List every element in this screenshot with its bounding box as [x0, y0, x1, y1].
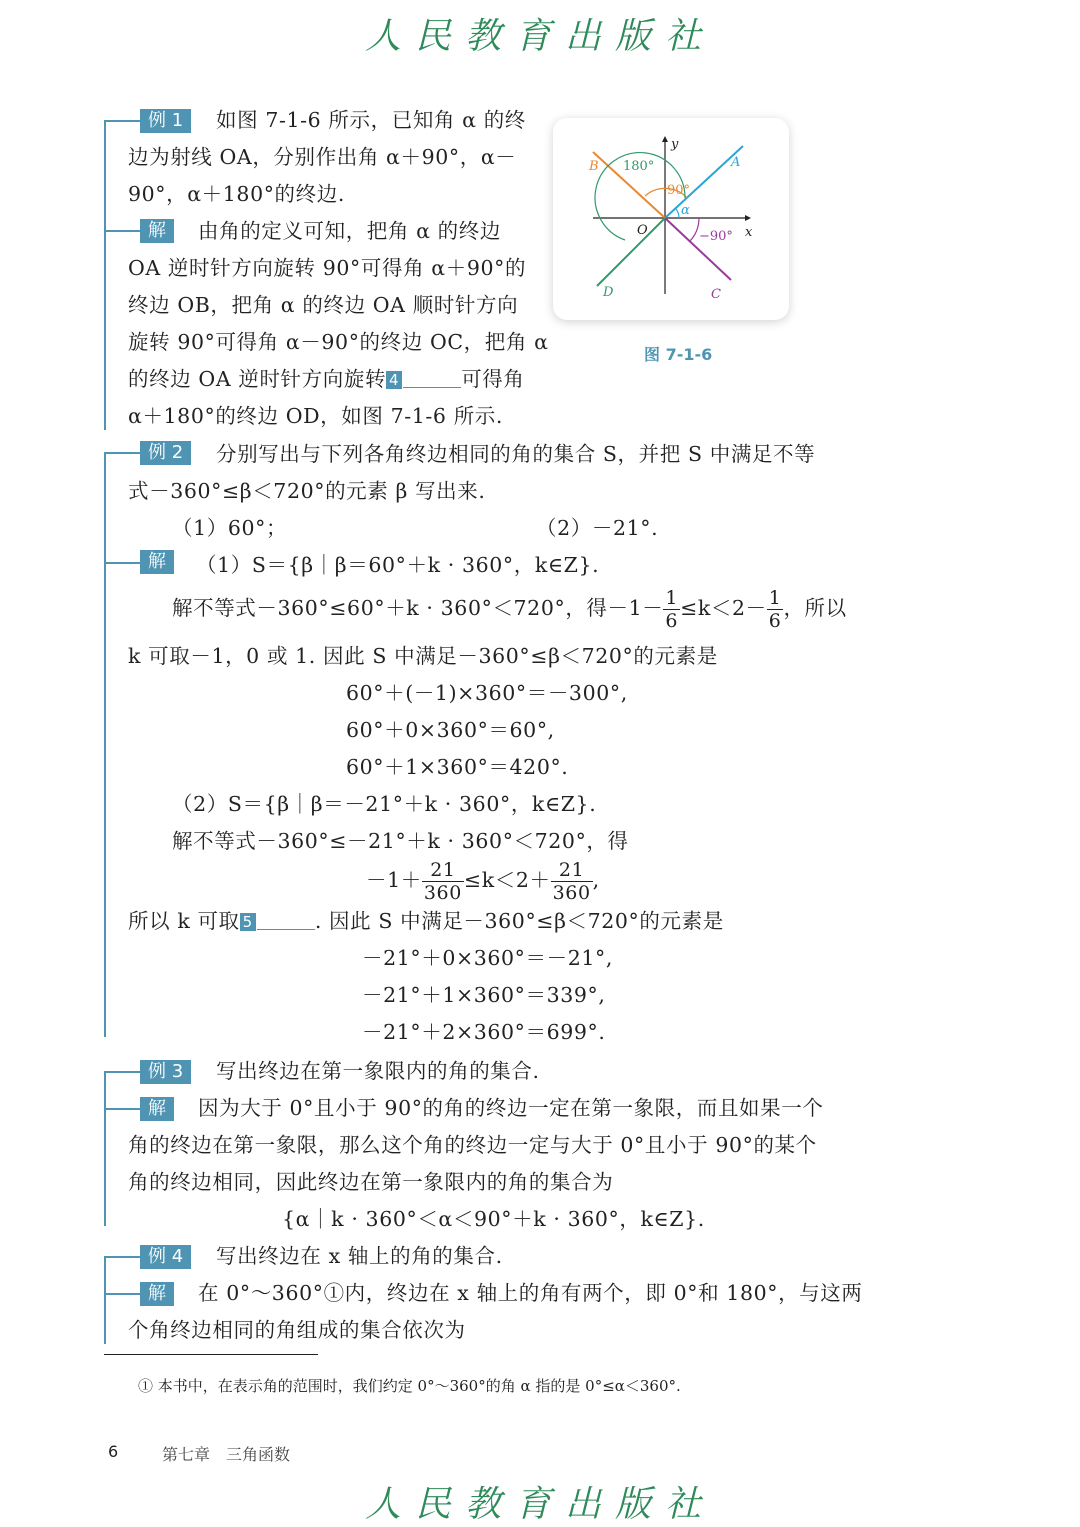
fraction-numerator: 21	[551, 859, 593, 882]
example2-s1: （1）S＝{β｜β＝60°＋k · 360°，k∈Z}.	[196, 553, 600, 577]
example1-solution-line-2: OA 逆时针方向旋转 90°可得角 α＋90°的	[128, 256, 527, 280]
chapter-title: 第七章 三角函数	[162, 1445, 291, 1464]
example3-solution-line-3: 角的终边相同，因此终边在第一象限内的角的集合为	[128, 1170, 614, 1194]
example4-solution-line-1: 在 0°～360°①内，终边在 x 轴上的角有两个，即 0°和 180°，与这两	[198, 1281, 863, 1305]
example2-item-1: （1）60°；	[172, 516, 288, 540]
example2-tag: 例 2	[140, 441, 191, 465]
example4-solution-tick	[104, 1293, 140, 1295]
example2-tick	[104, 452, 140, 454]
example2-solution-tag: 解	[140, 550, 174, 574]
example2-s2: （2）S＝{β｜β＝－21°＋k · 360°，k∈Z}.	[172, 792, 597, 816]
example3-tick	[104, 1071, 140, 1073]
example2-result-2-3: －21°＋2×360°＝699°.	[362, 1020, 606, 1044]
arc-minus90	[689, 218, 699, 242]
example3-set: {α｜k · 360°＜α＜90°＋k · 360°，k∈Z}.	[282, 1207, 705, 1231]
example1-solution-line-5-text: 的终边 OA 逆时针方向旋转	[128, 367, 387, 391]
example1-solution-line-1: 由角的定义可知，把角 α 的终边	[198, 219, 501, 243]
example2-bracket	[104, 452, 106, 1037]
fraction-numerator: 21	[422, 859, 464, 882]
inequality-1-part-b: ≤k＜2－	[680, 596, 767, 620]
x-axis-arrow	[745, 215, 751, 221]
example2-line-2: 式－360°≤β＜720°的元素 β 写出来.	[128, 479, 486, 503]
fraction-1-6-a	[663, 587, 680, 632]
example1-solution-line-3: 终边 OB，把角 α 的终边 OA 顺时针方向	[128, 293, 519, 317]
example2-item-2: （2）－21°.	[536, 516, 659, 540]
example1-bracket	[104, 120, 106, 430]
answer-blank-5[interactable]	[257, 909, 315, 930]
example1-solution-tick	[104, 230, 140, 232]
example1-solution-tag: 解	[140, 219, 174, 243]
example1-solution-line-6: α＋180°的终边 OD，如图 7-1-6 所示.	[128, 404, 504, 428]
footnote-rule	[104, 1354, 318, 1355]
example3-solution-line-1: 因为大于 0°且小于 90°的角的终边一定在第一象限，而且如果一个	[198, 1096, 824, 1120]
arc-alpha	[675, 208, 679, 218]
example2-result-1-3: 60°＋1×360°＝420°.	[346, 755, 569, 779]
example2-k-values: k 可取－1，0 或 1. 因此 S 中满足－360°≤β＜720°的元素是	[128, 644, 718, 668]
example1-line-1: 如图 7-1-6 所示，已知角 α 的终	[216, 108, 526, 132]
inequality-1-part-a: 解不等式－360°≤60°＋k · 360°＜720°，得－1－	[172, 596, 664, 620]
example1-tag: 例 1	[140, 109, 191, 133]
label-x: x	[745, 225, 753, 240]
blank-number-4: 4	[386, 371, 402, 389]
figure-caption: 图 7-1-6	[644, 345, 713, 364]
example2-result-1-1: 60°＋(－1)×360°＝－300°,	[346, 681, 628, 705]
page-number: 6	[108, 1442, 119, 1461]
example1-solution-line-5	[128, 361, 525, 398]
example4-line: 写出终边在 x 轴上的角的集合.	[216, 1244, 503, 1268]
fraction-denominator: 6	[768, 610, 782, 632]
label-b: B	[589, 159, 599, 174]
example3-solution-tag: 解	[140, 1097, 174, 1121]
publisher-logo-top: 人民教育出版社	[364, 16, 715, 57]
fraction-denominator: 360	[552, 882, 591, 904]
label-180: 180°	[623, 159, 655, 174]
fraction-numerator: 1	[665, 587, 679, 609]
fraction-21-360-b	[551, 859, 593, 904]
example4-solution-tag: 解	[140, 1282, 174, 1306]
fraction-numerator: 1	[768, 587, 782, 609]
label-c: C	[711, 287, 721, 302]
example2-result-2-1: －21°＋0×360°＝－21°,	[362, 946, 613, 970]
publisher-logo-bottom: 人民教育出版社	[364, 1484, 715, 1525]
y-axis-arrow	[662, 136, 668, 142]
example2-line-1: 分别写出与下列各角终边相同的角的集合 S，并把 S 中满足不等	[216, 442, 816, 466]
example4-solution-line-2: 个角终边相同的角组成的集合依次为	[128, 1318, 466, 1342]
example4-tag: 例 4	[140, 1245, 191, 1269]
example3-solution-line-2: 角的终边在第一象限，那么这个角的终边一定与大于 0°且小于 90°的某个	[128, 1133, 817, 1157]
fraction-21-360-a	[422, 859, 464, 904]
footnote: ① 本书中，在表示角的范围时，我们约定 0°～360°的角 α 指的是 0°≤α＜360°.	[138, 1377, 681, 1395]
example3-bracket	[104, 1071, 106, 1226]
example3-line: 写出终边在第一象限内的角的集合.	[216, 1059, 540, 1083]
answer-blank-4[interactable]	[403, 367, 461, 388]
angle-diagram	[553, 118, 789, 320]
label-o: O	[637, 223, 648, 238]
inequality-2-part-b: ≤k＜2＋	[463, 868, 551, 892]
label-minus90: −90°	[699, 229, 733, 244]
blank-number-5: 5	[240, 913, 256, 931]
example1-solution-line-5-tail: 可得角	[461, 367, 525, 391]
example3-tag: 例 3	[140, 1060, 191, 1084]
example1-solution-line-4: 旋转 90°可得角 α－90°的终边 OC，把角 α	[128, 330, 549, 354]
example1-line-3: 90°，α＋180°的终边.	[128, 182, 345, 206]
fraction-denominator: 6	[665, 610, 679, 632]
label-y: y	[671, 137, 679, 152]
fraction-1-6-b	[767, 587, 784, 632]
label-a: A	[731, 155, 741, 170]
example2-result-2-2: －21°＋1×360°＝339°,	[362, 983, 606, 1007]
k2-line-part-b: . 因此 S 中满足－360°≤β＜720°的元素是	[314, 909, 724, 933]
label-alpha: α	[681, 203, 690, 218]
example2-solution-tick	[104, 562, 140, 564]
fraction-denominator: 360	[423, 882, 462, 904]
k2-line-part-a: 所以 k 可取	[128, 909, 240, 933]
example4-tick	[104, 1256, 140, 1258]
example2-inequality-2: 解不等式－360°≤－21°＋k · 360°＜720°，得	[172, 829, 629, 853]
example2-inequality-2-solved	[366, 858, 600, 904]
example1-tick	[104, 120, 140, 122]
example2-inequality-1	[172, 586, 847, 632]
label-d: D	[603, 285, 614, 300]
example1-line-2: 边为射线 OA，分别作出角 α＋90°，α－	[128, 145, 517, 169]
example4-bracket	[104, 1256, 106, 1344]
inequality-2-part-c: ,	[592, 868, 600, 892]
example2-result-1-2: 60°＋0×360°＝60°,	[346, 718, 555, 742]
inequality-1-part-c: ，所以	[783, 596, 847, 620]
example3-solution-tick	[104, 1108, 140, 1110]
figure-card	[553, 118, 789, 320]
example2-k2-line	[128, 903, 724, 940]
inequality-2-part-a: －1＋	[366, 868, 422, 892]
label-90: 90°	[667, 183, 691, 198]
